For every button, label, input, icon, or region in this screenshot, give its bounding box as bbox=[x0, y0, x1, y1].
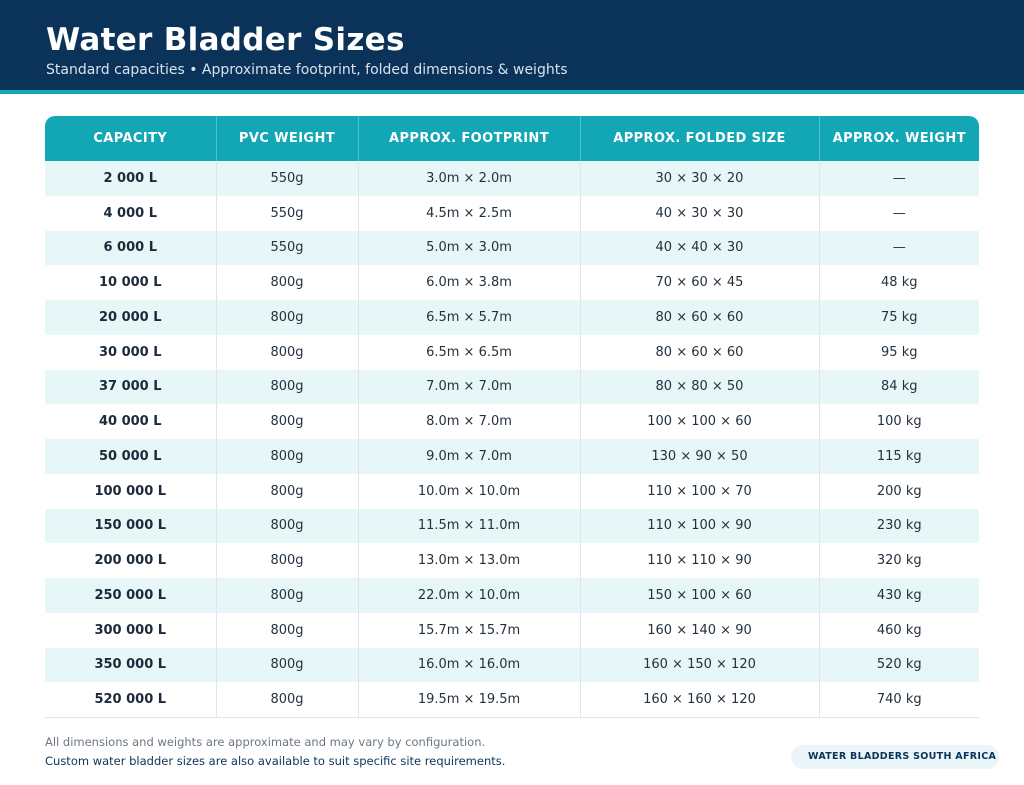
cell-footprint: 13.0m × 13.0m bbox=[358, 543, 580, 578]
cell-footprint: 16.0m × 16.0m bbox=[358, 648, 580, 683]
cell-footprint: 19.5m × 19.5m bbox=[358, 682, 580, 717]
cell-weight: 75 kg bbox=[819, 300, 979, 335]
brand-badge: WATER BLADDERS SOUTH AFRICA bbox=[791, 745, 999, 769]
cell-footprint: 8.0m × 7.0m bbox=[358, 404, 580, 439]
cell-capacity: 40 000 L bbox=[45, 404, 216, 439]
cell-weight: 100 kg bbox=[819, 404, 979, 439]
cell-weight: — bbox=[819, 231, 979, 266]
table-row bbox=[45, 648, 979, 683]
table-body bbox=[45, 161, 979, 718]
table-row bbox=[45, 231, 979, 266]
cell-folded-size: 80 × 80 × 50 bbox=[580, 370, 819, 405]
cell-weight: 200 kg bbox=[819, 474, 979, 509]
cell-capacity: 10 000 L bbox=[45, 265, 216, 300]
cell-pvc-weight: 800g bbox=[216, 370, 358, 405]
cell-weight: 84 kg bbox=[819, 370, 979, 405]
cell-footprint: 7.0m × 7.0m bbox=[358, 370, 580, 405]
cell-pvc-weight: 800g bbox=[216, 682, 358, 717]
cell-capacity: 6 000 L bbox=[45, 231, 216, 266]
cell-weight: 115 kg bbox=[819, 439, 979, 474]
cell-footprint: 3.0m × 2.0m bbox=[358, 161, 580, 196]
cell-footprint: 4.5m × 2.5m bbox=[358, 196, 580, 231]
page-subtitle: Standard capacities • Approximate footprint, folded dimensions & weights bbox=[46, 62, 568, 78]
cell-folded-size: 70 × 60 × 45 bbox=[580, 265, 819, 300]
cell-capacity: 100 000 L bbox=[45, 474, 216, 509]
cell-pvc-weight: 800g bbox=[216, 439, 358, 474]
cell-weight: 520 kg bbox=[819, 648, 979, 683]
disclaimer-note: All dimensions and weights are approximate and may vary by configuration. bbox=[45, 735, 486, 749]
table-row bbox=[45, 265, 979, 300]
table-row bbox=[45, 161, 979, 196]
cell-capacity: 20 000 L bbox=[45, 300, 216, 335]
cell-footprint: 6.5m × 5.7m bbox=[358, 300, 580, 335]
header-accent-rule bbox=[0, 90, 1024, 94]
cell-capacity: 50 000 L bbox=[45, 439, 216, 474]
cell-weight: 460 kg bbox=[819, 613, 979, 648]
cell-folded-size: 110 × 100 × 70 bbox=[580, 474, 819, 509]
cell-weight: 48 kg bbox=[819, 265, 979, 300]
custom-sizes-note: Custom water bladder sizes are also available to suit specific site requirements. bbox=[45, 754, 506, 768]
cell-capacity: 37 000 L bbox=[45, 370, 216, 405]
cell-folded-size: 160 × 160 × 120 bbox=[580, 682, 819, 717]
cell-pvc-weight: 800g bbox=[216, 509, 358, 544]
cell-pvc-weight: 800g bbox=[216, 648, 358, 683]
sizes-table bbox=[45, 116, 979, 718]
cell-capacity: 350 000 L bbox=[45, 648, 216, 683]
cell-capacity: 300 000 L bbox=[45, 613, 216, 648]
cell-pvc-weight: 800g bbox=[216, 543, 358, 578]
column-header-capacity: CAPACITY bbox=[45, 116, 216, 161]
cell-capacity: 4 000 L bbox=[45, 196, 216, 231]
table-row bbox=[45, 404, 979, 439]
cell-weight: 320 kg bbox=[819, 543, 979, 578]
cell-weight: — bbox=[819, 196, 979, 231]
cell-pvc-weight: 800g bbox=[216, 265, 358, 300]
cell-pvc-weight: 800g bbox=[216, 613, 358, 648]
cell-footprint: 22.0m × 10.0m bbox=[358, 578, 580, 613]
cell-folded-size: 130 × 90 × 50 bbox=[580, 439, 819, 474]
table-row bbox=[45, 474, 979, 509]
table-row bbox=[45, 439, 979, 474]
cell-pvc-weight: 800g bbox=[216, 404, 358, 439]
cell-footprint: 5.0m × 3.0m bbox=[358, 231, 580, 266]
cell-pvc-weight: 800g bbox=[216, 335, 358, 370]
column-header-footprint: APPROX. FOOTPRINT bbox=[358, 116, 580, 161]
table-row bbox=[45, 335, 979, 370]
cell-pvc-weight: 800g bbox=[216, 474, 358, 509]
table-row bbox=[45, 370, 979, 405]
cell-weight: 430 kg bbox=[819, 578, 979, 613]
column-header-folded-size: APPROX. FOLDED SIZE bbox=[580, 116, 819, 161]
table-row bbox=[45, 578, 979, 613]
cell-weight: 230 kg bbox=[819, 509, 979, 544]
cell-folded-size: 40 × 30 × 30 bbox=[580, 196, 819, 231]
table-row bbox=[45, 613, 979, 648]
table-row bbox=[45, 300, 979, 335]
cell-capacity: 250 000 L bbox=[45, 578, 216, 613]
cell-folded-size: 110 × 110 × 90 bbox=[580, 543, 819, 578]
cell-folded-size: 40 × 40 × 30 bbox=[580, 231, 819, 266]
page-header bbox=[0, 0, 1024, 90]
cell-footprint: 9.0m × 7.0m bbox=[358, 439, 580, 474]
cell-weight: 95 kg bbox=[819, 335, 979, 370]
page-title: Water Bladder Sizes bbox=[46, 22, 405, 58]
sizes-table-container bbox=[45, 116, 979, 718]
cell-capacity: 2 000 L bbox=[45, 161, 216, 196]
column-header-pvc-weight: PVC WEIGHT bbox=[216, 116, 358, 161]
cell-folded-size: 160 × 150 × 120 bbox=[580, 648, 819, 683]
cell-footprint: 6.0m × 3.8m bbox=[358, 265, 580, 300]
cell-footprint: 15.7m × 15.7m bbox=[358, 613, 580, 648]
column-header-weight: APPROX. WEIGHT bbox=[819, 116, 979, 161]
cell-folded-size: 110 × 100 × 90 bbox=[580, 509, 819, 544]
cell-pvc-weight: 800g bbox=[216, 300, 358, 335]
table-header-row bbox=[45, 116, 979, 161]
cell-capacity: 520 000 L bbox=[45, 682, 216, 717]
cell-weight: — bbox=[819, 161, 979, 196]
cell-folded-size: 80 × 60 × 60 bbox=[580, 300, 819, 335]
table-row bbox=[45, 543, 979, 578]
cell-footprint: 6.5m × 6.5m bbox=[358, 335, 580, 370]
cell-footprint: 11.5m × 11.0m bbox=[358, 509, 580, 544]
cell-pvc-weight: 550g bbox=[216, 196, 358, 231]
table-row bbox=[45, 509, 979, 544]
cell-capacity: 30 000 L bbox=[45, 335, 216, 370]
cell-capacity: 150 000 L bbox=[45, 509, 216, 544]
cell-capacity: 200 000 L bbox=[45, 543, 216, 578]
cell-folded-size: 80 × 60 × 60 bbox=[580, 335, 819, 370]
cell-weight: 740 kg bbox=[819, 682, 979, 717]
cell-folded-size: 150 × 100 × 60 bbox=[580, 578, 819, 613]
table-row bbox=[45, 196, 979, 231]
cell-folded-size: 30 × 30 × 20 bbox=[580, 161, 819, 196]
cell-pvc-weight: 800g bbox=[216, 578, 358, 613]
cell-pvc-weight: 550g bbox=[216, 161, 358, 196]
table-row bbox=[45, 682, 979, 717]
cell-footprint: 10.0m × 10.0m bbox=[358, 474, 580, 509]
cell-folded-size: 100 × 100 × 60 bbox=[580, 404, 819, 439]
cell-pvc-weight: 550g bbox=[216, 231, 358, 266]
cell-folded-size: 160 × 140 × 90 bbox=[580, 613, 819, 648]
